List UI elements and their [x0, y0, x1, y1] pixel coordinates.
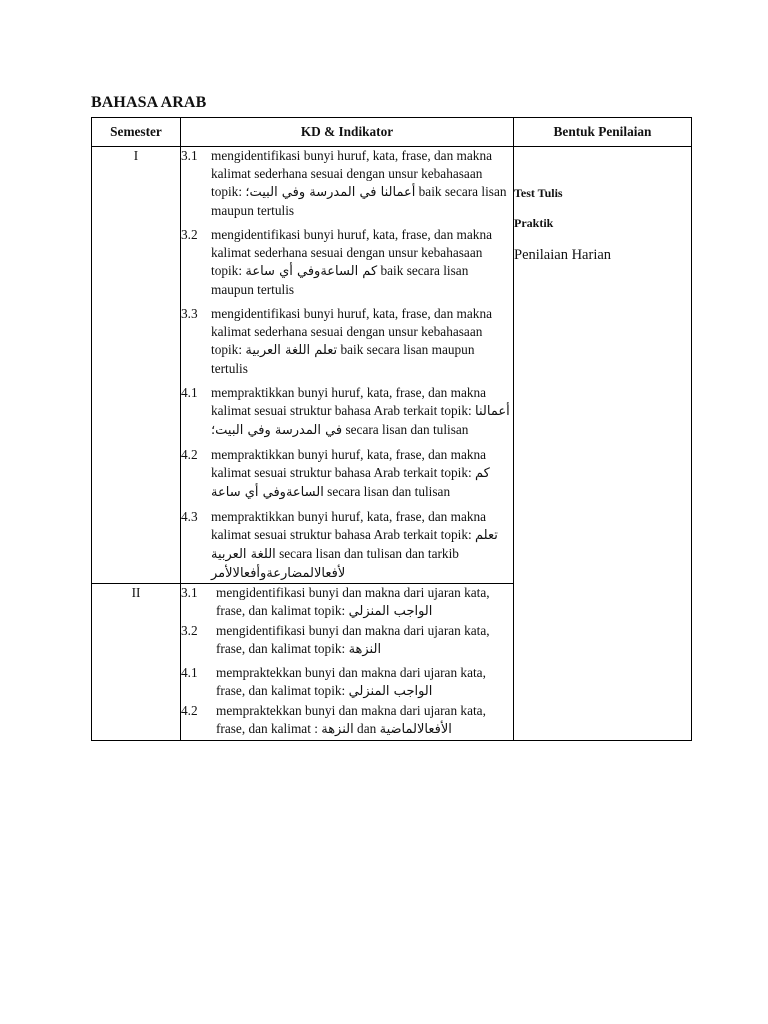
kd-item: [181, 664, 513, 701]
kd-text: [211, 226, 513, 299]
kd-number: 3.1: [181, 148, 198, 163]
kd-text-latin: mempraktekkan bunyi dan makna dari ujaran kata, frase, dan kalimat topik:: [216, 665, 486, 698]
semester-label: II: [92, 584, 181, 741]
kd-text-arabic: أعمالنا في المدرسة وفي البيت؛: [245, 185, 416, 200]
kd-item: [181, 147, 513, 220]
kd-item: [181, 584, 513, 621]
kd-text-latin: mengidentifikasi bunyi huruf, kata, frase, dan makna kalimat sederhana sesuai dengan unsur kebahasaan topik:: [211, 306, 492, 357]
kd-text-arabic: كم الساعةوفي أي ساعة: [245, 264, 378, 279]
kd-number: 4.2: [181, 703, 198, 718]
kd-text-latin-end: secara lisan dan tulisan: [342, 422, 469, 437]
header-kd-indikator: KD & Indikator: [181, 118, 514, 147]
kd-text-latin-end: secara lisan dan tulisan dan tarkib: [275, 546, 459, 561]
kd-text: [216, 702, 513, 739]
semester-label: I: [92, 147, 181, 584]
kd-text: [211, 305, 513, 378]
kd-table: [91, 117, 692, 741]
table-header-row: [92, 118, 692, 147]
kd-text-latin: mempraktikkan bunyi huruf, kata, frase, dan makna kalimat sesuai struktur bahasa Arab terkait topik:: [211, 447, 487, 480]
kd-item: [181, 622, 513, 659]
kd-text-latin-end: secara lisan dan tulisan: [323, 484, 451, 499]
penilaian-praktik: Praktik: [514, 216, 554, 230]
kd-text: [211, 446, 513, 502]
kd-text-arabic: الواجب المنزلي: [348, 604, 433, 619]
kd-text-latin-end: baik secara lisan maupun tertulis: [211, 342, 475, 376]
kd-text: [211, 147, 513, 220]
kd-text-arabic: تعلم اللغة العربية: [211, 528, 498, 562]
kd-text-arabic: أعمالنا في المدرسة وفي البيت؛: [211, 404, 510, 438]
kd-text-latin: mempraktekkan bunyi dan makna dari ujaran kata, frase, dan kalimat :: [216, 703, 486, 736]
kd-number: 4.2: [181, 447, 198, 462]
kd-item: [181, 508, 513, 583]
kd-number: 4.3: [181, 509, 198, 524]
kd-number: 3.1: [181, 585, 198, 600]
kd-item: [181, 226, 513, 299]
kd-text-latin-end: baik secara lisan maupun tertulis: [211, 184, 507, 218]
kd-text: [216, 584, 513, 621]
kd-text-latin: mengidentifikasi bunyi huruf, kata, frase, dan makna kalimat sederhana sesuai dengan unsur kebahasaan topik:: [211, 227, 492, 278]
kd-number: 3.3: [181, 306, 198, 321]
kd-number: 4.1: [181, 665, 198, 680]
kd-text: [211, 508, 513, 583]
kd-text-latin: mengidentifikasi bunyi dan makna dari ujaran kata, frase, dan kalimat topik:: [216, 623, 490, 656]
kd-text-arabic: كم الساعةوفي أي ساعة: [211, 466, 490, 500]
kd-text-arabic: النزهة: [348, 642, 382, 657]
kd-text: [216, 664, 513, 701]
kd-item: [181, 702, 513, 739]
kd-number: 3.2: [181, 227, 198, 242]
bentuk-penilaian-cell: [514, 147, 692, 741]
kd-text-latin-end: baik secara lisan maupun tertulis: [211, 263, 469, 297]
penilaian-harian: Penilaian Harian: [514, 247, 612, 263]
kd-text-arabic-tarkib: لأفعالالمضارعةوأفعالالأمر: [211, 566, 346, 581]
kd-number: 4.1: [181, 385, 198, 400]
kd-text: [216, 622, 513, 659]
header-bentuk-penilaian: Bentuk Penilaian: [514, 118, 692, 147]
kd-list: [181, 147, 514, 584]
semester-row-1: [92, 147, 692, 584]
kd-text-latin: mengidentifikasi bunyi dan makna dari ujaran kata, frase, dan kalimat topik:: [216, 585, 490, 618]
penilaian-test-tulis: Test Tulis: [514, 186, 563, 200]
kd-text-arabic: النزهة: [321, 722, 354, 737]
kd-text-arabic-fiil: الأفعالالماضية: [379, 722, 452, 737]
kd-item: [181, 384, 513, 440]
kd-item: [181, 305, 513, 378]
kd-text-arabic: الواجب المنزلي: [348, 684, 433, 699]
kd-text-latin: mempraktikkan bunyi huruf, kata, frase, dan makna kalimat sesuai struktur bahasa Arab terkait topik:: [211, 509, 487, 542]
document-title: BAHASA ARAB: [91, 94, 207, 111]
kd-number: 3.2: [181, 623, 198, 638]
kd-text-arabic: تعلم اللغة العربية: [245, 343, 338, 358]
kd-text-latin: mempraktikkan bunyi huruf, kata, frase, dan makna kalimat sesuai struktur bahasa Arab terkait topik:: [211, 385, 487, 418]
kd-text-latin: mengidentifikasi bunyi huruf, kata, frase, dan makna kalimat sederhana sesuai dengan unsur kebahasaan topik:: [211, 148, 492, 199]
kd-text: [211, 384, 513, 440]
kd-item: [181, 446, 513, 502]
header-semester: Semester: [92, 118, 181, 147]
kd-list: [181, 584, 514, 741]
kd-text-latin-end: dan: [353, 721, 380, 736]
